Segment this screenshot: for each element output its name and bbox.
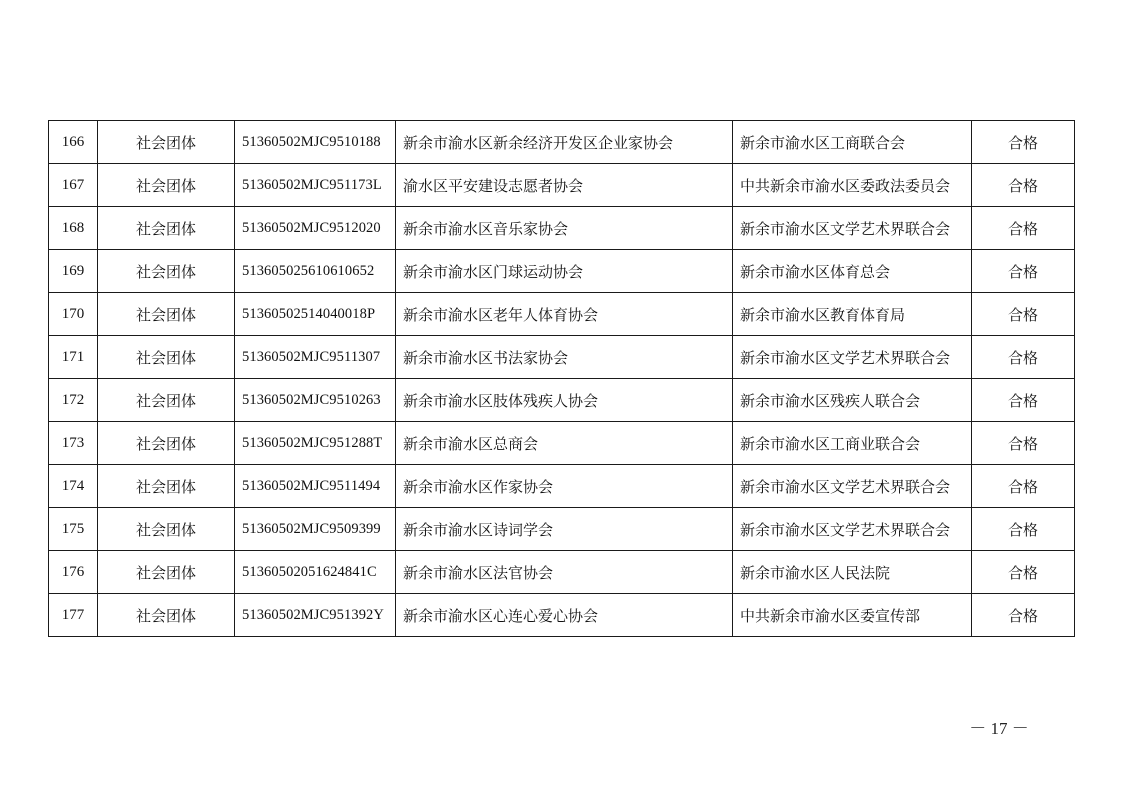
cell-org-type: 社会团体 bbox=[98, 508, 235, 551]
table-row bbox=[49, 465, 1075, 508]
cell-number: 171 bbox=[49, 336, 98, 379]
cell-org-type: 社会团体 bbox=[98, 336, 235, 379]
cell-result: 合格 bbox=[972, 336, 1075, 379]
cell-org-name: 新余市渝水区肢体残疾人协会 bbox=[396, 379, 733, 422]
cell-credit-code: 513605025610610652 bbox=[235, 250, 396, 293]
cell-supervising-unit: 新余市渝水区文学艺术界联合会 bbox=[733, 465, 972, 508]
cell-org-type: 社会团体 bbox=[98, 207, 235, 250]
cell-result: 合格 bbox=[972, 379, 1075, 422]
cell-org-type: 社会团体 bbox=[98, 293, 235, 336]
table-row bbox=[49, 293, 1075, 336]
table-body bbox=[49, 121, 1075, 637]
cell-credit-code: 51360502514040018P bbox=[235, 293, 396, 336]
cell-credit-code: 51360502MJC9511494 bbox=[235, 465, 396, 508]
cell-supervising-unit: 新余市渝水区体育总会 bbox=[733, 250, 972, 293]
cell-supervising-unit: 新余市渝水区工商业联合会 bbox=[733, 422, 972, 465]
organization-table bbox=[48, 120, 1075, 637]
cell-credit-code: 51360502MJC9510188 bbox=[235, 121, 396, 164]
table-row bbox=[49, 551, 1075, 594]
table-row bbox=[49, 207, 1075, 250]
cell-org-name: 新余市渝水区新余经济开发区企业家协会 bbox=[396, 121, 733, 164]
table-row bbox=[49, 422, 1075, 465]
cell-result: 合格 bbox=[972, 422, 1075, 465]
cell-org-type: 社会团体 bbox=[98, 164, 235, 207]
cell-org-name: 新余市渝水区作家协会 bbox=[396, 465, 733, 508]
table-row bbox=[49, 508, 1075, 551]
cell-org-name: 新余市渝水区门球运动协会 bbox=[396, 250, 733, 293]
cell-org-type: 社会团体 bbox=[98, 121, 235, 164]
cell-org-type: 社会团体 bbox=[98, 465, 235, 508]
cell-supervising-unit: 新余市渝水区工商联合会 bbox=[733, 121, 972, 164]
cell-number: 176 bbox=[49, 551, 98, 594]
cell-result: 合格 bbox=[972, 164, 1075, 207]
cell-org-type: 社会团体 bbox=[98, 422, 235, 465]
cell-result: 合格 bbox=[972, 465, 1075, 508]
cell-number: 167 bbox=[49, 164, 98, 207]
cell-number: 168 bbox=[49, 207, 98, 250]
cell-result: 合格 bbox=[972, 551, 1075, 594]
cell-number: 173 bbox=[49, 422, 98, 465]
cell-result: 合格 bbox=[972, 121, 1075, 164]
table-row bbox=[49, 164, 1075, 207]
table-row bbox=[49, 250, 1075, 293]
cell-org-type: 社会团体 bbox=[98, 379, 235, 422]
cell-supervising-unit: 新余市渝水区残疾人联合会 bbox=[733, 379, 972, 422]
cell-credit-code: 51360502051624841C bbox=[235, 551, 396, 594]
table-row bbox=[49, 121, 1075, 164]
cell-number: 169 bbox=[49, 250, 98, 293]
cell-org-name: 新余市渝水区法官协会 bbox=[396, 551, 733, 594]
cell-result: 合格 bbox=[972, 594, 1075, 637]
cell-org-name: 新余市渝水区书法家协会 bbox=[396, 336, 733, 379]
cell-supervising-unit: 新余市渝水区教育体育局 bbox=[733, 293, 972, 336]
cell-credit-code: 51360502MJC9512020 bbox=[235, 207, 396, 250]
cell-credit-code: 51360502MJC951392Y bbox=[235, 594, 396, 637]
cell-result: 合格 bbox=[972, 250, 1075, 293]
table-row bbox=[49, 594, 1075, 637]
table-row bbox=[49, 379, 1075, 422]
cell-credit-code: 51360502MJC951173L bbox=[235, 164, 396, 207]
cell-org-name: 新余市渝水区诗词学会 bbox=[396, 508, 733, 551]
cell-credit-code: 51360502MJC9509399 bbox=[235, 508, 396, 551]
cell-number: 172 bbox=[49, 379, 98, 422]
cell-number: 166 bbox=[49, 121, 98, 164]
cell-supervising-unit: 新余市渝水区文学艺术界联合会 bbox=[733, 207, 972, 250]
cell-org-type: 社会团体 bbox=[98, 551, 235, 594]
cell-supervising-unit: 新余市渝水区文学艺术界联合会 bbox=[733, 508, 972, 551]
cell-credit-code: 51360502MJC9510263 bbox=[235, 379, 396, 422]
cell-number: 170 bbox=[49, 293, 98, 336]
table-row bbox=[49, 336, 1075, 379]
cell-org-name: 新余市渝水区老年人体育协会 bbox=[396, 293, 733, 336]
cell-result: 合格 bbox=[972, 508, 1075, 551]
cell-number: 174 bbox=[49, 465, 98, 508]
cell-number: 177 bbox=[49, 594, 98, 637]
cell-org-name: 渝水区平安建设志愿者协会 bbox=[396, 164, 733, 207]
cell-supervising-unit: 新余市渝水区文学艺术界联合会 bbox=[733, 336, 972, 379]
cell-supervising-unit: 中共新余市渝水区委宣传部 bbox=[733, 594, 972, 637]
cell-org-name: 新余市渝水区心连心爱心协会 bbox=[396, 594, 733, 637]
cell-supervising-unit: 新余市渝水区人民法院 bbox=[733, 551, 972, 594]
cell-org-type: 社会团体 bbox=[98, 594, 235, 637]
cell-number: 175 bbox=[49, 508, 98, 551]
cell-credit-code: 51360502MJC9511307 bbox=[235, 336, 396, 379]
cell-result: 合格 bbox=[972, 207, 1075, 250]
page-number: － 17 － bbox=[969, 719, 1029, 738]
cell-org-type: 社会团体 bbox=[98, 250, 235, 293]
cell-result: 合格 bbox=[972, 293, 1075, 336]
cell-supervising-unit: 中共新余市渝水区委政法委员会 bbox=[733, 164, 972, 207]
cell-org-name: 新余市渝水区音乐家协会 bbox=[396, 207, 733, 250]
cell-credit-code: 51360502MJC951288T bbox=[235, 422, 396, 465]
cell-org-name: 新余市渝水区总商会 bbox=[396, 422, 733, 465]
